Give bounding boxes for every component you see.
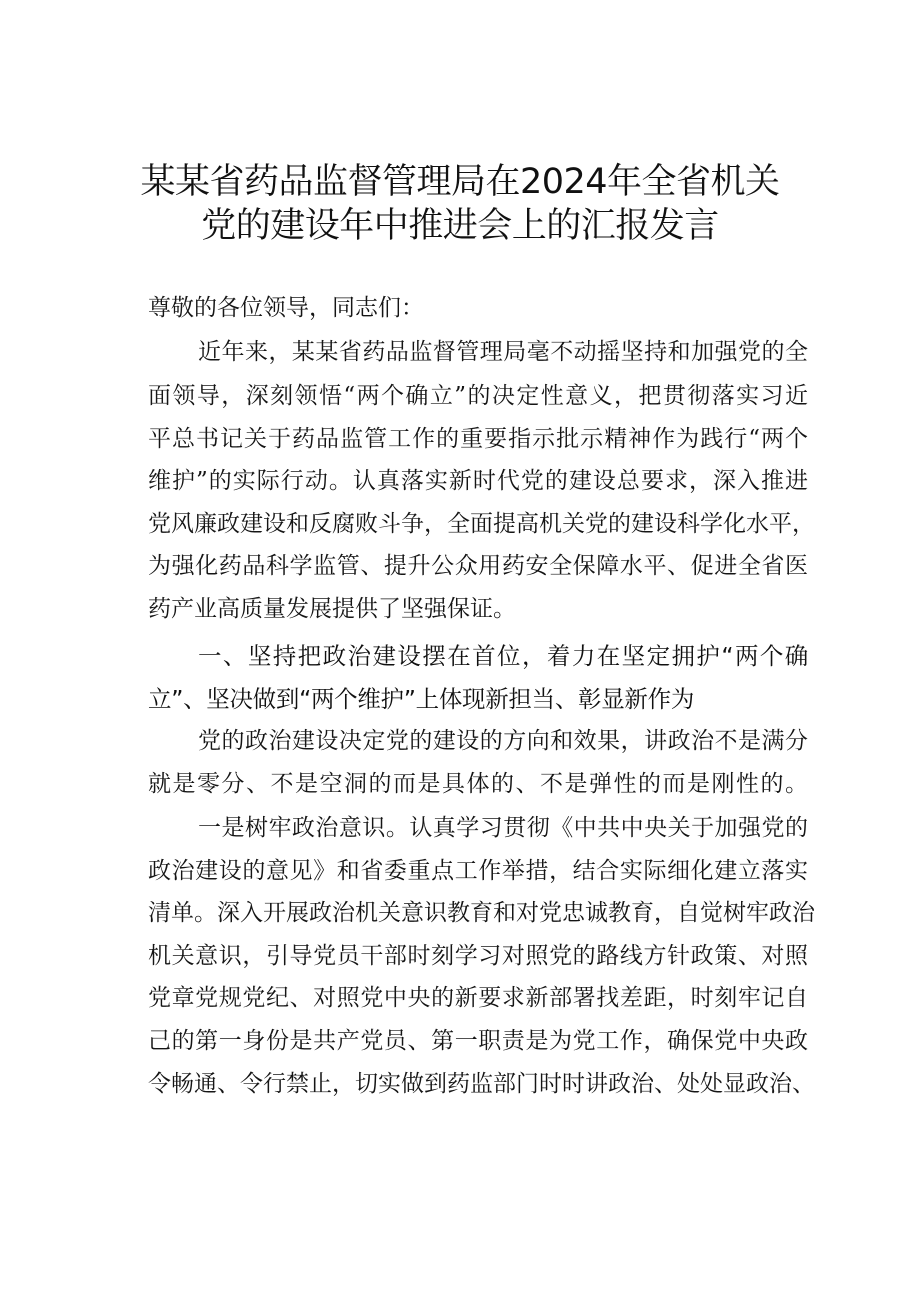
section-1-heading-line: 立”、坚决做到“两个维护”上体现新担当、彰显新作为	[148, 685, 695, 713]
point-1-paragraph-line: 政治建设的意见》和省委重点工作举措，结合实际细化建立落实	[148, 858, 808, 884]
section-1-paragraph-line: 党的政治建设决定党的建设的方向和效果，讲政治不是满分	[198, 728, 808, 754]
intro-paragraph-line: 药产业高质量发展提供了坚强保证。	[148, 596, 516, 622]
document-title-line-2: 党的建设年中推进会上的汇报发言	[201, 206, 719, 246]
point-1-paragraph-line: 令畅通、令行禁止，切实做到药监部门时时讲政治、处处显政治、	[148, 1071, 815, 1097]
intro-paragraph-line: 党风廉政建设和反腐败斗争，全面提高机关党的建设科学化水平，	[148, 511, 815, 537]
document-title-line-1: 某某省药品监督管理局在2024年全省机关	[140, 162, 780, 202]
point-1-paragraph-line: 机关意识，引导党员干部时刻学习对照党的路线方针政策、对照	[148, 943, 808, 969]
section-1-heading-line: 一、坚持把政治建设摆在首位，着力在坚定拥护“两个确	[198, 642, 808, 670]
intro-paragraph-line: 近年来，某某省药品监督管理局毫不动摇坚持和加强党的全	[198, 339, 808, 365]
point-1-paragraph-line: 己的第一身份是共产党员、第一职责是为党工作，确保党中央政	[148, 1028, 808, 1054]
point-1-paragraph-line: 一是树牢政治意识。认真学习贯彻《中共中央关于加强党的	[198, 815, 808, 841]
point-1-paragraph-line: 党章党规党纪、对照党中央的新要求新部署找差距，时刻牢记自	[148, 985, 808, 1011]
salutation: 尊敬的各位领导，同志们：	[148, 295, 424, 321]
intro-paragraph-line: 面领导，深刻领悟“两个确立”的决定性意义，把贯彻落实习近	[148, 383, 808, 409]
intro-paragraph-line: 为强化药品科学监管、提升公众用药安全保障水平、促进全省医	[148, 553, 808, 579]
point-1-paragraph-line: 清单。深入开展政治机关意识教育和对党忠诚教育，自觉树牢政治	[148, 900, 815, 926]
intro-paragraph-line: 维护”的实际行动。认真落实新时代党的建设总要求，深入推进	[148, 468, 808, 494]
section-1-paragraph-line: 就是零分、不是空洞的而是具体的、不是弹性的而是刚性的。	[148, 771, 808, 797]
intro-paragraph-line: 平总书记关于药品监管工作的重要指示批示精神作为践行“两个	[148, 426, 808, 452]
